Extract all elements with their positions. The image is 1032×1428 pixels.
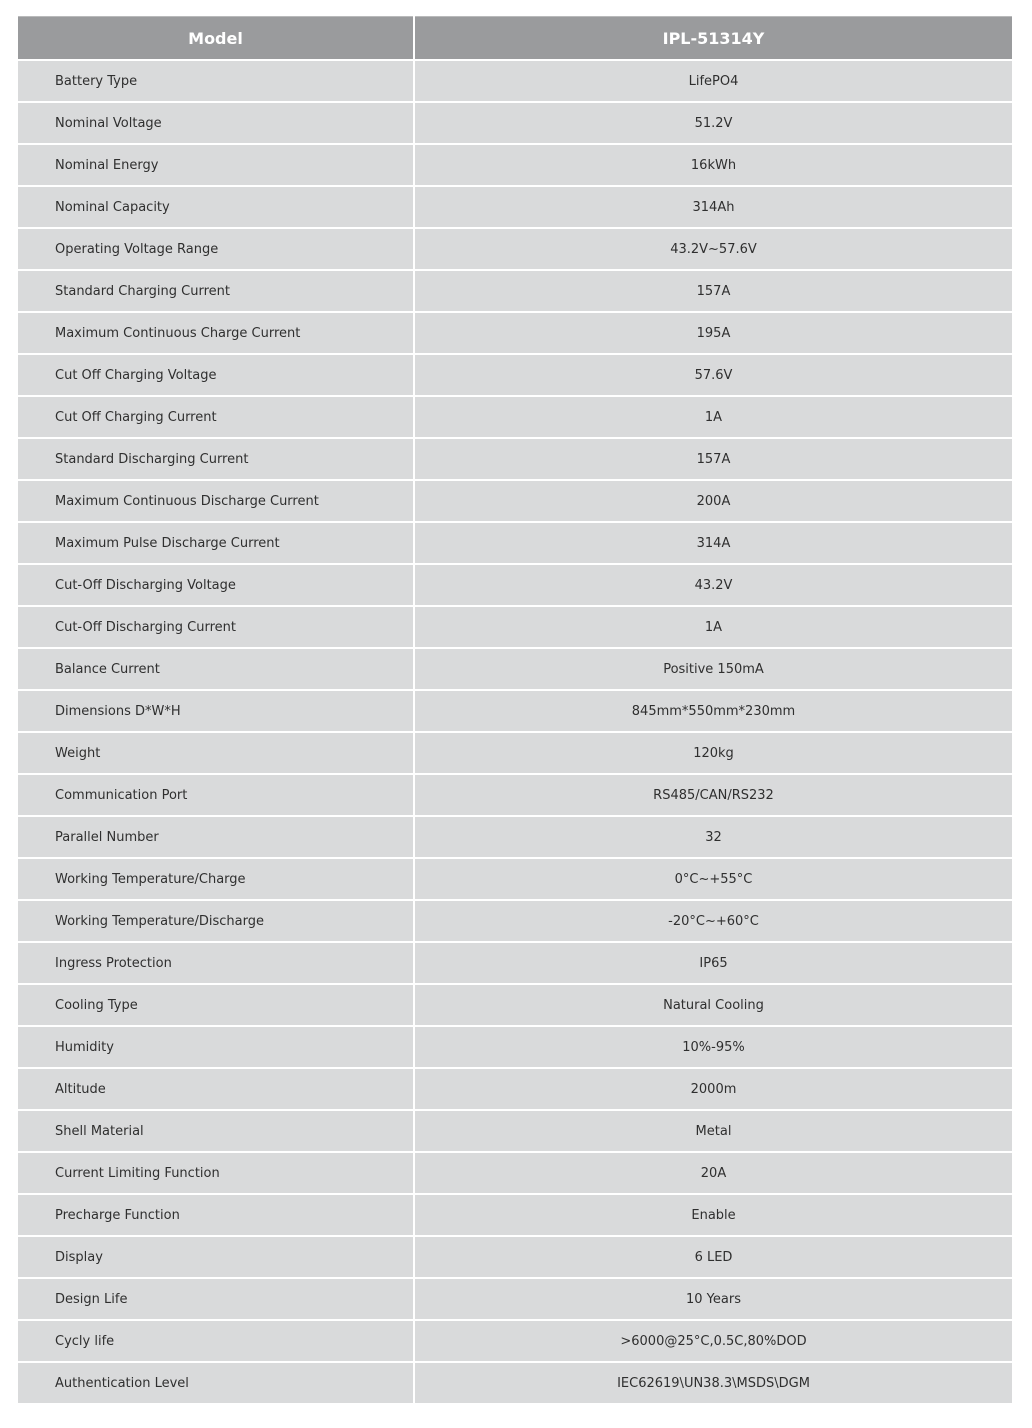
table-row [18,354,1012,396]
spec-label: Precharge Function [18,1194,414,1236]
header-model: Model [18,17,414,61]
spec-value: 57.6V [414,354,1012,396]
table-row [18,774,1012,816]
spec-label: Nominal Energy [18,144,414,186]
table-row [18,1026,1012,1068]
table-row [18,900,1012,942]
spec-label: Cooling Type [18,984,414,1026]
spec-label: Working Temperature/Charge [18,858,414,900]
spec-value: 157A [414,438,1012,480]
table-row [18,522,1012,564]
spec-label: Maximum Pulse Discharge Current [18,522,414,564]
spec-label: Operating Voltage Range [18,228,414,270]
spec-label: Standard Discharging Current [18,438,414,480]
spec-label: Ingress Protection [18,942,414,984]
spec-value: 200A [414,480,1012,522]
spec-label: Dimensions D*W*H [18,690,414,732]
spec-value: 845mm*550mm*230mm [414,690,1012,732]
table-row [18,984,1012,1026]
table-row [18,648,1012,690]
table-row [18,1068,1012,1110]
spec-value: LifePO4 [414,60,1012,102]
spec-label: Altitude [18,1068,414,1110]
table-row [18,816,1012,858]
spec-label: Cycly life [18,1320,414,1362]
table-row [18,1194,1012,1236]
table-row [18,438,1012,480]
table-row [18,480,1012,522]
table-row [18,228,1012,270]
spec-table-body [18,60,1012,1403]
spec-value: 43.2V [414,564,1012,606]
spec-label: Cut Off Charging Voltage [18,354,414,396]
spec-value: 6 LED [414,1236,1012,1278]
table-row [18,606,1012,648]
spec-value: 10%-95% [414,1026,1012,1068]
spec-label: Cut Off Charging Current [18,396,414,438]
spec-label: Cut-Off Discharging Voltage [18,564,414,606]
spec-label: Current Limiting Function [18,1152,414,1194]
spec-label: Cut-Off Discharging Current [18,606,414,648]
table-row [18,564,1012,606]
spec-label: Battery Type [18,60,414,102]
spec-value: 1A [414,396,1012,438]
table-row [18,1320,1012,1362]
table-row [18,270,1012,312]
table-row [18,144,1012,186]
spec-value: 157A [414,270,1012,312]
spec-label: Standard Charging Current [18,270,414,312]
spec-table [18,16,1012,1403]
spec-label: Design Life [18,1278,414,1320]
table-row [18,690,1012,732]
spec-value: 43.2V~57.6V [414,228,1012,270]
spec-label: Display [18,1236,414,1278]
spec-value: IP65 [414,942,1012,984]
header-model-number: IPL-51314Y [414,17,1012,61]
table-row [18,312,1012,354]
table-row [18,102,1012,144]
table-row [18,732,1012,774]
spec-label: Working Temperature/Discharge [18,900,414,942]
spec-label: Nominal Capacity [18,186,414,228]
spec-value: -20°C~+60°C [414,900,1012,942]
table-row [18,858,1012,900]
spec-value: 2000m [414,1068,1012,1110]
table-row [18,942,1012,984]
spec-value: 195A [414,312,1012,354]
spec-label: Maximum Continuous Discharge Current [18,480,414,522]
table-row [18,396,1012,438]
spec-value: 32 [414,816,1012,858]
spec-value: IEC62619\UN38.3\MSDS\DGM [414,1362,1012,1403]
spec-label: Weight [18,732,414,774]
table-row [18,1362,1012,1403]
spec-value: 120kg [414,732,1012,774]
spec-value: 51.2V [414,102,1012,144]
table-header-row [18,17,1012,61]
spec-value: 10 Years [414,1278,1012,1320]
table-row [18,1152,1012,1194]
spec-value: 1A [414,606,1012,648]
spec-label: Nominal Voltage [18,102,414,144]
spec-label: Humidity [18,1026,414,1068]
spec-value: >6000@25°C,0.5C,80%DOD [414,1320,1012,1362]
table-row [18,1278,1012,1320]
spec-label: Shell Material [18,1110,414,1152]
spec-value: 0°C~+55°C [414,858,1012,900]
table-row [18,1110,1012,1152]
spec-label: Maximum Continuous Charge Current [18,312,414,354]
spec-value: Enable [414,1194,1012,1236]
spec-label: Authentication Level [18,1362,414,1403]
spec-label: Balance Current [18,648,414,690]
spec-value: RS485/CAN/RS232 [414,774,1012,816]
spec-value: Metal [414,1110,1012,1152]
spec-label: Parallel Number [18,816,414,858]
spec-value: 314Ah [414,186,1012,228]
table-row [18,60,1012,102]
spec-label: Communication Port [18,774,414,816]
table-row [18,186,1012,228]
spec-value: Natural Cooling [414,984,1012,1026]
spec-value: 20A [414,1152,1012,1194]
spec-value: 314A [414,522,1012,564]
spec-value: 16kWh [414,144,1012,186]
table-row [18,1236,1012,1278]
spec-value: Positive 150mA [414,648,1012,690]
